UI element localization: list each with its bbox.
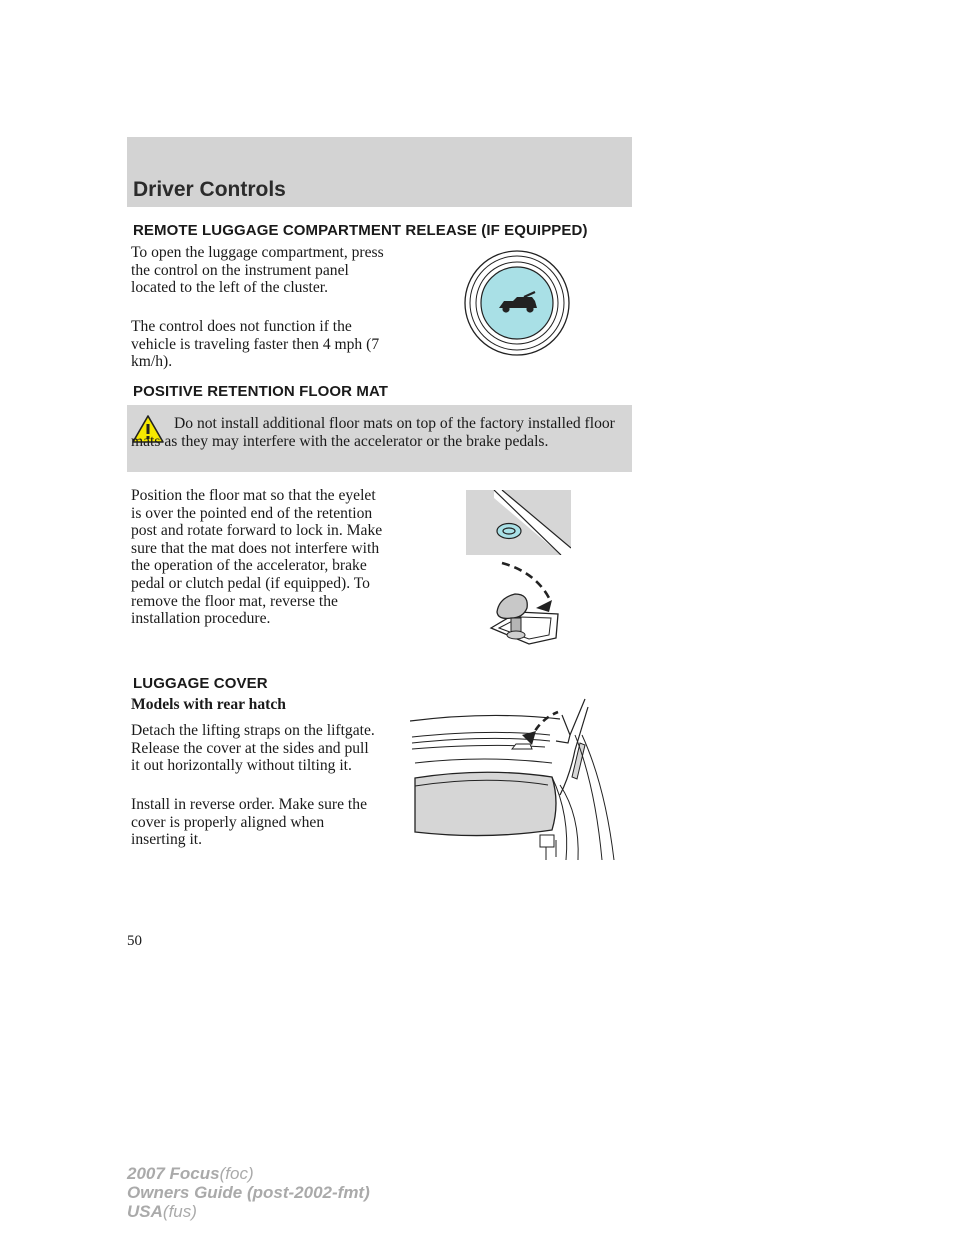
page-title: Driver Controls (133, 178, 286, 201)
footer-line-1 (127, 1164, 370, 1183)
page-number: 50 (127, 933, 142, 949)
footer-market: USA (127, 1202, 163, 1221)
luggage-cover-figure (410, 695, 615, 865)
luggage-cover-paragraph-1: Detach the lifting straps on the liftgate. Release the cover at the sides and pull it out horizontally without tilting it. (131, 722, 375, 775)
floor-mat-paragraph: Position the floor mat so that the eyelet is over the pointed end of the retention post and rotate forward to lock in. Make sure that the mat does not interfere with the operation of the accelerator, brake pedal or clutch pedal (if equipped). To remove the floor mat, reverse the installation procedure. (131, 487, 383, 628)
heading-floor-mat: POSITIVE RETENTION FLOOR MAT (133, 383, 389, 400)
remote-release-paragraph-2: The control does not function if the vehicle is traveling faster then 4 mph (7 km/h). (131, 318, 380, 371)
trunk-release-button-icon (462, 248, 572, 358)
footer-guide: Owners Guide (post-2002-fmt) (127, 1183, 370, 1202)
footer-model: 2007 Focus (127, 1164, 220, 1183)
footer-line-3 (127, 1202, 370, 1221)
footer-market-code: (fus) (162, 1202, 197, 1221)
remote-release-paragraph-1: To open the luggage compartment, press the control on the instrument panel located to the left of the cluster. (131, 244, 384, 297)
heading-remote-release: REMOTE LUGGAGE COMPARTMENT RELEASE (IF EQUIPPED) (133, 222, 588, 239)
floor-mat-eyelet-figure (466, 490, 571, 555)
warning-text: Do not install additional floor mats on top of the factory installed floor mats as they may interfere with the accelerator or the brake pedals. (131, 415, 615, 450)
footer-line-2 (127, 1183, 370, 1202)
footer (127, 1164, 370, 1221)
footer-model-code: (foc) (219, 1164, 254, 1183)
luggage-cover-subheading: Models with rear hatch (131, 696, 286, 713)
heading-luggage-cover: LUGGAGE COVER (133, 675, 268, 692)
luggage-cover-paragraph-2: Install in reverse order. Make sure the cover is properly aligned when inserting it. (131, 796, 367, 849)
retention-post-figure (483, 560, 573, 648)
